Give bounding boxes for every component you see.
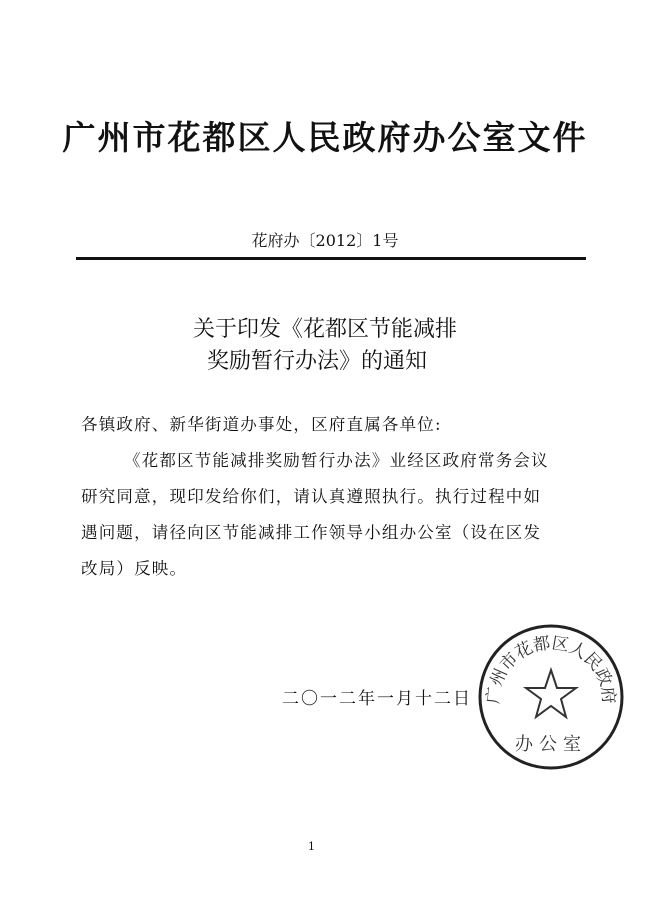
body-line: 《花都区节能减排奖励暂行办法》业经区政府常务会议 [124,451,549,470]
document-title: 广州市花都区人民政府办公室文件 [62,118,588,157]
subject-line-2: 奖励暂行办法》的通知 [206,349,427,374]
seal-bottom-text: 办公室 [515,734,587,755]
page-number: 1 [308,840,315,853]
document-number: 花府办〔2012〕1号 [251,231,399,250]
star-icon [526,670,576,717]
header-divider [76,257,586,260]
body-line: 研究同意，现印发给你们，请认真遵照执行。执行过程中如 [81,487,542,506]
body-line: 改局）反映。 [81,559,188,578]
subject-line-1: 关于印发《花都区节能减排 [192,317,457,342]
official-seal [476,622,626,772]
addressee: 各镇政府、新华街道办事处，区府直属各单位: [81,415,442,434]
issue-date: 二〇一二年一月十二日 [282,689,472,709]
seal-text: 广州市花都区人民政府 [483,633,619,705]
body-line: 遇问题，请径向区节能减排工作领导小组办公室（设在区发 [81,523,542,542]
